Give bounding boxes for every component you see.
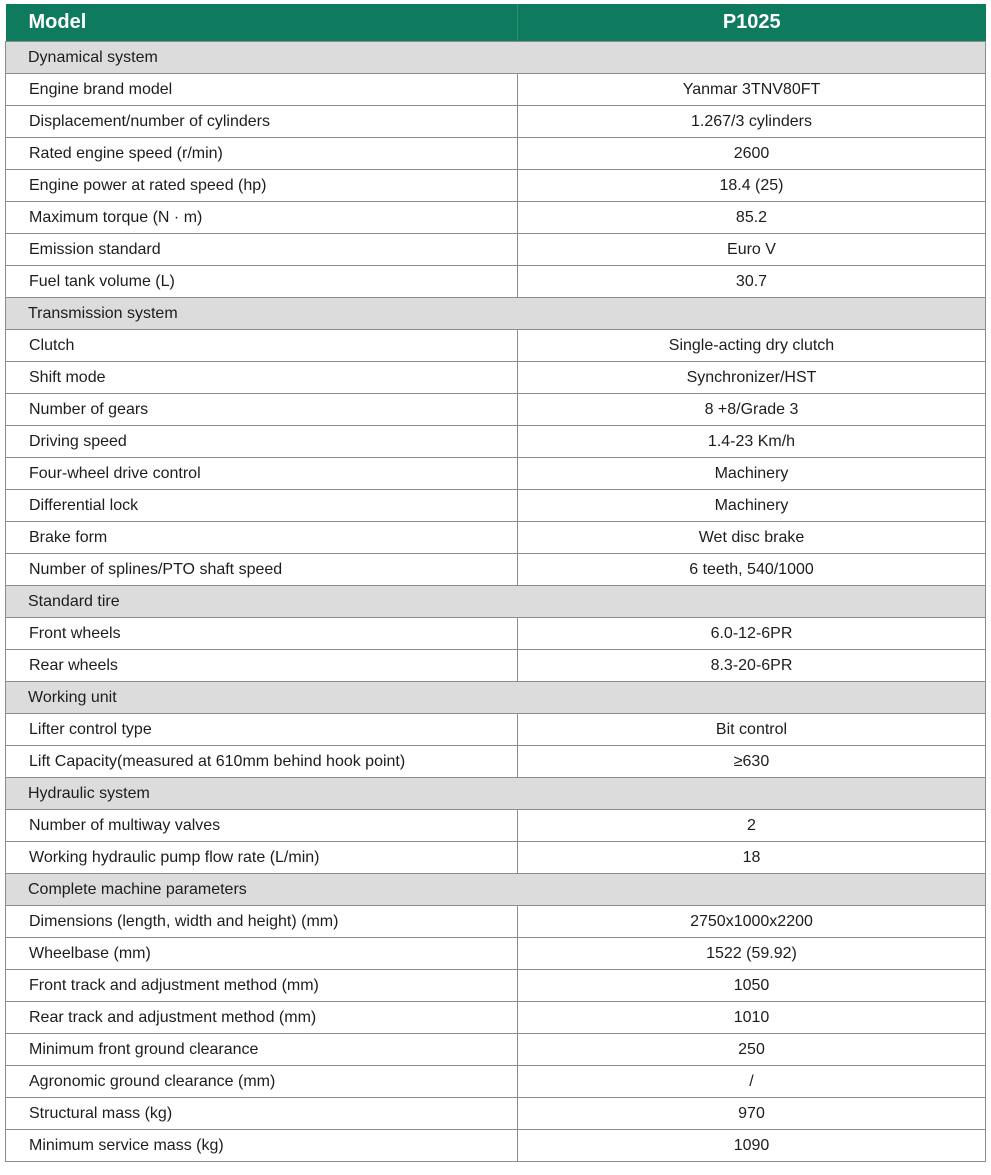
section-row: [6, 298, 986, 330]
table-row: [6, 266, 986, 298]
table-row: [6, 746, 986, 778]
table-row: [6, 810, 986, 842]
section-title: Hydraulic system: [6, 778, 986, 810]
spec-label: Differential lock: [6, 490, 518, 522]
spec-value: 2: [518, 810, 986, 842]
spec-value: 2750x1000x2200: [518, 906, 986, 938]
spec-label: Emission standard: [6, 234, 518, 266]
table-row: [6, 458, 986, 490]
table-row: [6, 330, 986, 362]
spec-value: 8.3-20-6PR: [518, 650, 986, 682]
spec-label: Lifter control type: [6, 714, 518, 746]
spec-value: 1.267/3 cylinders: [518, 106, 986, 138]
spec-label: Number of gears: [6, 394, 518, 426]
spec-value: 2600: [518, 138, 986, 170]
section-title: Complete machine parameters: [6, 874, 986, 906]
model-value-header: P1025: [518, 4, 986, 42]
table-row: [6, 1066, 986, 1098]
spec-value: Machinery: [518, 458, 986, 490]
spec-label: Number of splines/PTO shaft speed: [6, 554, 518, 586]
spec-label: Front track and adjustment method (mm): [6, 970, 518, 1002]
spec-value: 6.0-12-6PR: [518, 618, 986, 650]
spec-value: /: [518, 1066, 986, 1098]
table-header-row: [6, 4, 986, 42]
spec-label: Minimum front ground clearance: [6, 1034, 518, 1066]
spec-label: Rated engine speed (r/min): [6, 138, 518, 170]
section-row: [6, 874, 986, 906]
spec-value: Single-acting dry clutch: [518, 330, 986, 362]
table-row: [6, 362, 986, 394]
section-row: [6, 682, 986, 714]
spec-value: 1.4-23 Km/h: [518, 426, 986, 458]
table-row: [6, 426, 986, 458]
spec-label: Fuel tank volume (L): [6, 266, 518, 298]
spec-label: Minimum service mass (kg): [6, 1130, 518, 1162]
spec-table: [5, 4, 986, 1162]
spec-value: Yanmar 3TNV80FT: [518, 74, 986, 106]
table-row: [6, 522, 986, 554]
table-row: [6, 906, 986, 938]
spec-label: Four-wheel drive control: [6, 458, 518, 490]
spec-value: 18.4 (25): [518, 170, 986, 202]
table-row: [6, 202, 986, 234]
table-row: [6, 490, 986, 522]
spec-label: Lift Capacity(measured at 610mm behind hook point): [6, 746, 518, 778]
table-row: [6, 394, 986, 426]
spec-label: Clutch: [6, 330, 518, 362]
table-row: [6, 618, 986, 650]
table-row: [6, 842, 986, 874]
spec-label: Engine brand model: [6, 74, 518, 106]
table-row: [6, 1098, 986, 1130]
table-row: [6, 650, 986, 682]
spec-value: Machinery: [518, 490, 986, 522]
table-row: [6, 970, 986, 1002]
table-row: [6, 1130, 986, 1162]
spec-value: 30.7: [518, 266, 986, 298]
spec-value: 1050: [518, 970, 986, 1002]
spec-label: Structural mass (kg): [6, 1098, 518, 1130]
spec-value: 8 +8/Grade 3: [518, 394, 986, 426]
table-row: [6, 554, 986, 586]
spec-sheet: [5, 4, 985, 1162]
spec-label: Agronomic ground clearance (mm): [6, 1066, 518, 1098]
spec-label: Number of multiway valves: [6, 810, 518, 842]
table-row: [6, 170, 986, 202]
spec-value: 970: [518, 1098, 986, 1130]
spec-label: Front wheels: [6, 618, 518, 650]
spec-value: 1090: [518, 1130, 986, 1162]
section-title: Standard tire: [6, 586, 986, 618]
table-row: [6, 234, 986, 266]
spec-value: 1010: [518, 1002, 986, 1034]
spec-label: Driving speed: [6, 426, 518, 458]
section-title: Transmission system: [6, 298, 986, 330]
spec-label: Working hydraulic pump flow rate (L/min): [6, 842, 518, 874]
section-row: [6, 42, 986, 74]
spec-value: 85.2: [518, 202, 986, 234]
spec-label: Wheelbase (mm): [6, 938, 518, 970]
spec-value: Synchronizer/HST: [518, 362, 986, 394]
spec-value: Bit control: [518, 714, 986, 746]
spec-label: Dimensions (length, width and height) (mm): [6, 906, 518, 938]
spec-value: 6 teeth, 540/1000: [518, 554, 986, 586]
section-row: [6, 586, 986, 618]
spec-label: Rear track and adjustment method (mm): [6, 1002, 518, 1034]
spec-label: Shift mode: [6, 362, 518, 394]
table-row: [6, 138, 986, 170]
section-title: Dynamical system: [6, 42, 986, 74]
section-title: Working unit: [6, 682, 986, 714]
spec-label: Brake form: [6, 522, 518, 554]
table-row: [6, 106, 986, 138]
spec-value: 250: [518, 1034, 986, 1066]
spec-value: 1522 (59.92): [518, 938, 986, 970]
spec-value: Euro V: [518, 234, 986, 266]
spec-value: 18: [518, 842, 986, 874]
spec-label: Engine power at rated speed (hp): [6, 170, 518, 202]
spec-value: Wet disc brake: [518, 522, 986, 554]
table-row: [6, 1002, 986, 1034]
table-row: [6, 74, 986, 106]
spec-value: ≥630: [518, 746, 986, 778]
spec-label: Displacement/number of cylinders: [6, 106, 518, 138]
model-header: Model: [6, 4, 518, 42]
section-row: [6, 778, 986, 810]
table-row: [6, 938, 986, 970]
spec-body: [6, 42, 986, 1162]
table-row: [6, 714, 986, 746]
spec-label: Maximum torque (N · m): [6, 202, 518, 234]
table-row: [6, 1034, 986, 1066]
spec-label: Rear wheels: [6, 650, 518, 682]
